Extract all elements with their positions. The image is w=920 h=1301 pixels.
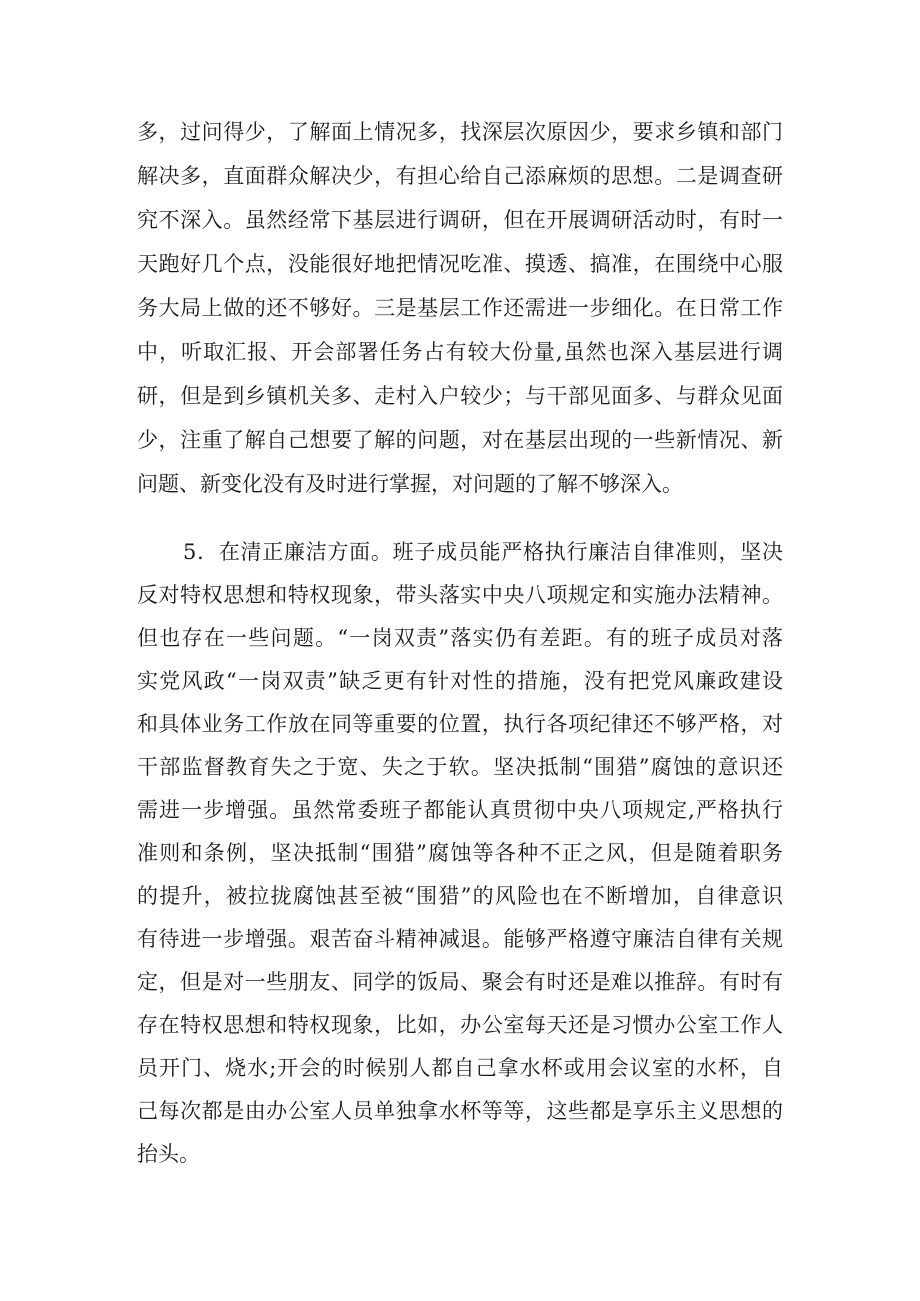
text-line: 有待进一步增强。艰苦奋斗精神减退。能够严格遵守廉洁自律有关规 — [137, 927, 783, 951]
text-line: 问题、新变化没有及时进行掌握，对问题的了解不够深入。 — [137, 472, 683, 496]
text-line: 员开门、烧水;开会的时候别人都自己拿水杯或用会议室的水杯，自 — [137, 1056, 783, 1080]
text-line: 少，注重了解自己想要了解的问题，对在基层出现的一些新情况、新 — [137, 428, 783, 452]
text-line: 多，过问得少，了解面上情况多，找深层次原因少，要求乡镇和部门 — [137, 120, 783, 144]
text-line: 解决多，直面群众解决少，有担心给自己添麻烦的思想。二是调查研 — [137, 164, 783, 188]
text-line: 定，但是对一些朋友、同学的饭局、聚会有时还是难以推辞。有时有 — [137, 970, 783, 994]
text-line: 但也存在一些问题。“一岗双责”落实仍有差距。有的班子成员对落 — [137, 626, 783, 650]
text-line: 实党风政“一岗双责”缺乏更有针对性的措施，没有把党风廉政建设 — [137, 669, 783, 693]
text-line: 中，听取汇报、开会部署任务占有较大份量,虽然也深入基层进行调 — [137, 340, 783, 364]
text-line: 干部监督教育失之于宽、失之于软。坚决抵制“围猎”腐蚀的意识还 — [137, 755, 783, 779]
text-line: 务大局上做的还不够好。三是基层工作还需进一步细化。在日常工作 — [137, 296, 783, 320]
text-line: 抬头。 — [137, 1142, 200, 1166]
text-line: 反对特权思想和特权现象，带头落实中央八项规定和实施办法精神。 — [137, 583, 783, 607]
text-line: 研，但是到乡镇机关多、走村入户较少；与干部见面多、与群众见面 — [137, 384, 783, 408]
text-line: 需进一步增强。虽然常委班子都能认真贯彻中央八项规定,严格执行 — [137, 798, 783, 822]
text-line: 和具体业务工作放在同等重要的位置，执行各项纪律还不够严格，对 — [137, 712, 783, 736]
text-line: 究不深入。虽然经常下基层进行调研，但在开展调研活动时，有时一 — [137, 208, 783, 232]
text-line: 存在特权思想和特权现象，比如，办公室每天还是习惯办公室工作人 — [137, 1013, 783, 1037]
text-line: 的提升，被拉拢腐蚀甚至被“围猎”的风险也在不断增加，自律意识 — [137, 884, 783, 908]
text-line: 己每次都是由办公室人员单独拿水杯等等，这些都是享乐主义思想的 — [137, 1099, 783, 1123]
text-line: 5．在清正廉洁方面。班子成员能严格执行廉洁自律准则，坚决 — [183, 540, 783, 564]
text-line: 准则和条例，坚决抵制“围猎”腐蚀等各种不正之风，但是随着职务 — [137, 841, 783, 865]
text-line: 天跑好几个点，没能很好地把情况吃准、摸透、搞准，在围绕中心服 — [137, 252, 783, 276]
